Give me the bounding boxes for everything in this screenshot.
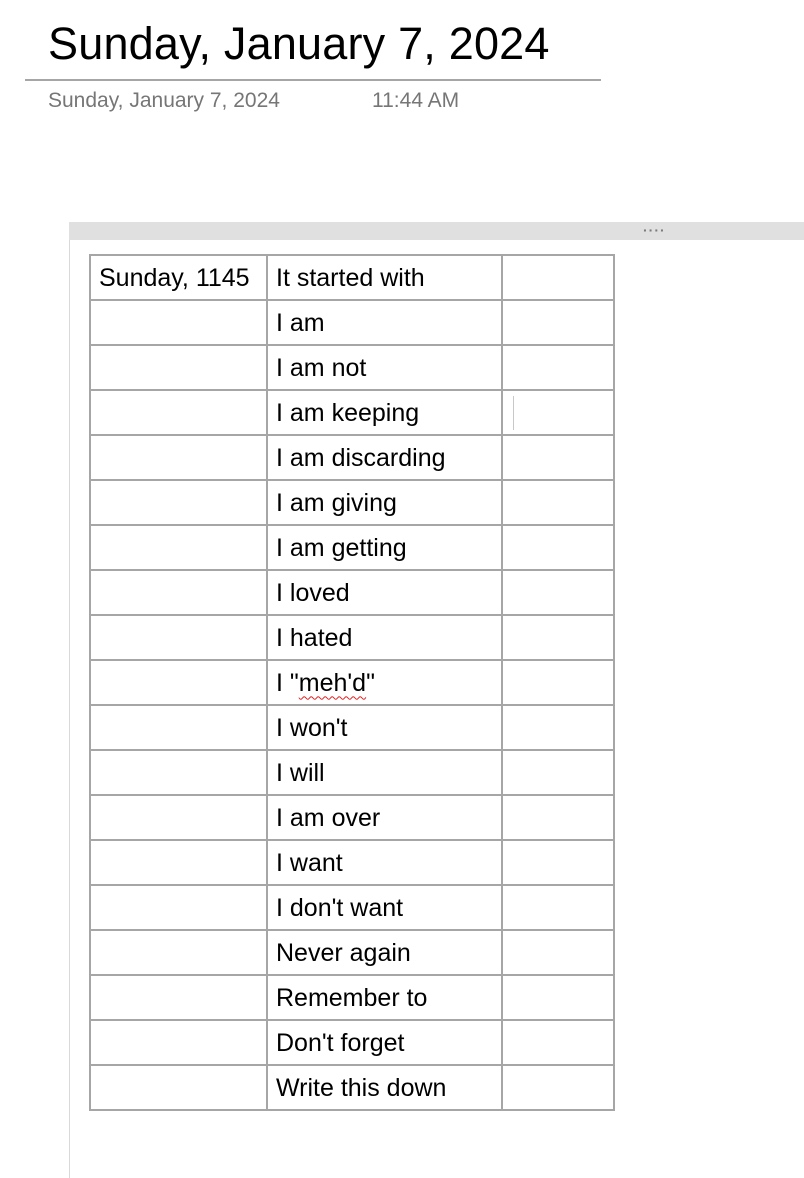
table-cell-response[interactable] [502,885,614,930]
table-row [90,525,614,570]
table-cell-response[interactable] [502,525,614,570]
table-row [90,570,614,615]
table-cell-prompt[interactable]: It started with [267,255,502,300]
table-cell-prompt[interactable]: I want [267,840,502,885]
table-cell-date[interactable] [90,750,267,795]
table-cell-response[interactable] [502,570,614,615]
table-cell-date[interactable] [90,480,267,525]
table-row [90,1065,614,1110]
table-cell-response[interactable] [502,795,614,840]
table-row [90,615,614,660]
table-cell-date[interactable] [90,435,267,480]
table-cell-response[interactable] [502,615,614,660]
table-cell-date[interactable] [90,705,267,750]
table-cell-response[interactable] [502,1020,614,1065]
table-cell-prompt[interactable]: Don't forget [267,1020,502,1065]
table-cell-date[interactable] [90,930,267,975]
table-cell-response[interactable] [502,660,614,705]
table-cell-response[interactable] [502,1065,614,1110]
table-cell-date[interactable] [90,615,267,660]
table-cell-date[interactable] [90,300,267,345]
table-row [90,795,614,840]
table-cell-date[interactable] [90,525,267,570]
table-cell-response[interactable] [502,975,614,1020]
table-row [90,390,614,435]
table-cell-prompt[interactable]: I am over [267,795,502,840]
table-cell-prompt[interactable]: I loved [267,570,502,615]
text-cursor [513,396,514,430]
table-cell-date[interactable] [90,975,267,1020]
title-underline [25,79,601,81]
table-cell-date[interactable] [90,1020,267,1065]
table-row [90,930,614,975]
table-cell-prompt[interactable] [267,660,502,705]
note-container-edge [69,240,70,1178]
table-cell-response[interactable] [502,930,614,975]
table-row [90,300,614,345]
table-row [90,750,614,795]
table-cell-prompt[interactable]: I am not [267,345,502,390]
table-cell-date[interactable] [90,570,267,615]
table-cell-prompt[interactable]: I will [267,750,502,795]
table-row [90,705,614,750]
table-cell-response[interactable] [502,390,614,435]
table-cell-response[interactable] [502,840,614,885]
note-container-bar[interactable] [69,222,804,240]
table-cell-date[interactable] [90,390,267,435]
table-row [90,345,614,390]
table-cell-prompt[interactable]: I don't want [267,885,502,930]
table-row [90,885,614,930]
table-row [90,975,614,1020]
table-cell-date[interactable] [90,345,267,390]
table-cell-response[interactable] [502,300,614,345]
table-cell-prompt[interactable]: Remember to [267,975,502,1020]
table-cell-prompt[interactable]: I hated [267,615,502,660]
table-cell-prompt[interactable]: I won't [267,705,502,750]
table-cell-date[interactable] [90,1065,267,1110]
table-cell-prompt[interactable]: I am discarding [267,435,502,480]
table-cell-response[interactable] [502,705,614,750]
page-time: 11:44 AM [372,89,460,112]
drag-handle-icon[interactable]: ···· [643,222,666,238]
table-row [90,480,614,525]
table-row [90,660,614,705]
prompt-text-suffix: " [366,668,375,697]
table-row [90,435,614,480]
table-cell-prompt[interactable]: I am keeping [267,390,502,435]
page-title[interactable]: Sunday, January 7, 2024 [48,18,550,69]
table-cell-prompt[interactable]: I am getting [267,525,502,570]
table-cell-date[interactable] [90,840,267,885]
table-row [90,840,614,885]
table-cell-prompt[interactable]: I am giving [267,480,502,525]
table-cell-prompt[interactable]: Write this down [267,1065,502,1110]
table-cell-response[interactable] [502,435,614,480]
table-cell-response[interactable] [502,750,614,795]
table-cell-prompt[interactable]: Never again [267,930,502,975]
misspelled-word[interactable]: meh'd [298,668,367,697]
table-row [90,1020,614,1065]
journal-table [89,254,615,1111]
table-cell-response[interactable] [502,345,614,390]
page-date: Sunday, January 7, 2024 [48,89,280,112]
table-row [90,255,614,300]
prompt-text-prefix: I " [276,668,299,697]
table-cell-date[interactable] [90,795,267,840]
table-cell-date[interactable] [90,660,267,705]
table-cell-prompt[interactable]: I am [267,300,502,345]
table-cell-date[interactable]: Sunday, 1145 [90,255,267,300]
table-cell-date[interactable] [90,885,267,930]
table-cell-response[interactable] [502,480,614,525]
table-cell-response[interactable] [502,255,614,300]
